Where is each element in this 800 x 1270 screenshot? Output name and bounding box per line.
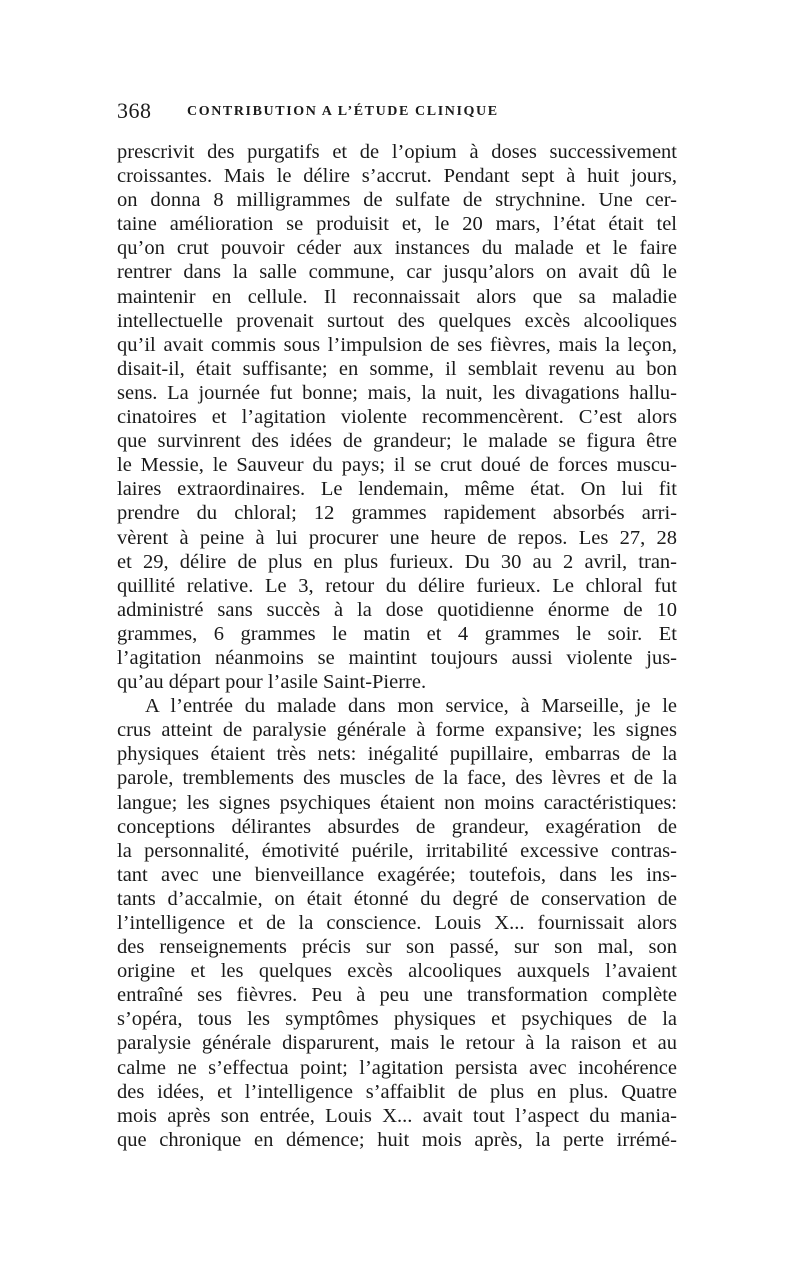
text-line: conceptions délirantes absurdes de grandeur, exagération de: [117, 815, 677, 838]
text-line: que survinrent des idées de grandeur; le malade se figura être: [117, 430, 677, 453]
text-line: l’agitation néanmoins se maintint toujours aussi violente jus-: [117, 646, 677, 669]
text-line: et 29, délire de plus en plus furieux. Du 30 au 2 avril, tran-: [117, 550, 677, 573]
text-line: administré sans succès à la dose quotidienne énorme de 10: [117, 598, 677, 621]
text-line: calme ne s’effectua point; l’agitation persista avec incohérence: [117, 1056, 677, 1079]
text-line: entraîné ses fièvres. Peu à peu une transformation complète: [117, 984, 677, 1007]
text-line: la personnalité, émotivité puérile, irritabilité excessive contras-: [117, 839, 677, 862]
text-line: le Messie, le Sauveur du pays; il se crut doué de forces muscu-: [117, 454, 677, 477]
text-line: qu’il avait commis sous l’impulsion de ses fièvres, mais la leçon,: [117, 333, 677, 356]
text-line: intellectuelle provenait surtout des quelques excès alcooliques: [117, 309, 677, 332]
text-line: crus atteint de paralysie générale à forme expansive; les signes: [117, 719, 677, 742]
text-line: prendre du chloral; 12 grammes rapidement absorbés arri-: [117, 502, 677, 525]
text-line: A l’entrée du malade dans mon service, à Marseille, je le: [145, 695, 677, 718]
page-header: [117, 98, 677, 128]
text-line: vèrent à peine à lui procurer une heure de repos. Les 27, 28: [117, 526, 677, 549]
text-line: cinatoires et l’agitation violente recommencèrent. C’est alors: [117, 406, 677, 429]
text-line: que chronique en démence; huit mois après, la perte irrémé-: [117, 1128, 677, 1151]
text-line: physiques étaient très nets: inégalité pupillaire, embarras de la: [117, 743, 677, 766]
text-line: tant avec une bienveillance exagérée; toutefois, dans les ins-: [117, 863, 677, 886]
text-line: maintenir en cellule. Il reconnaissait alors que sa maladie: [117, 285, 677, 308]
text-line: prescrivit des purgatifs et de l’opium à doses successivement: [117, 141, 677, 163]
running-title: CONTRIBUTION A L’ÉTUDE CLINIQUE: [187, 104, 499, 119]
text-line: on donna 8 milligrammes de sulfate de strychnine. Une cer-: [117, 189, 677, 212]
text-line: quillité relative. Le 3, retour du délire furieux. Le chloral fut: [117, 574, 677, 597]
text-line: s’opéra, tous les symptômes physiques et psychiques de la: [117, 1008, 677, 1031]
text-line: laires extraordinaires. Le lendemain, même état. On lui fit: [117, 478, 677, 501]
text-line: des renseignements précis sur son passé, sur son mal, son: [117, 936, 677, 959]
text-line: qu’on crut pouvoir céder aux instances du malade et le faire: [117, 237, 677, 260]
text-line: des idées, et l’intelligence s’affaiblit de plus en plus. Quatre: [117, 1080, 677, 1103]
text-line: langue; les signes psychiques étaient non moins caractéristiques:: [117, 791, 677, 814]
text-line: origine et les quelques excès alcooliques auxquels l’avaient: [117, 960, 677, 983]
text-line: paralysie générale disparurent, mais le retour à la raison et au: [117, 1032, 677, 1055]
text-line: grammes, 6 grammes le matin et 4 grammes le soir. Et: [117, 622, 677, 645]
text-line: parole, tremblements des muscles de la face, des lèvres et de la: [117, 767, 677, 790]
body-text: [117, 140, 677, 1152]
text-line: rentrer dans la salle commune, car jusqu’alors on avait dû le: [117, 261, 677, 284]
text-line: tants d’accalmie, on était étonné du degré de conservation de: [117, 887, 677, 910]
text-line: qu’au départ pour l’asile Saint-Pierre.: [117, 671, 427, 694]
text-line: l’intelligence et de la conscience. Louis X... fournissait alors: [117, 912, 677, 934]
text-line: taine amélioration se produisit et, le 20 mars, l’état était tel: [117, 213, 677, 236]
text-line: mois après son entrée, Louis X... avait tout l’aspect du mania-: [117, 1104, 677, 1127]
page-number: 368: [117, 98, 152, 123]
text-line: disait-il, était suffisante; en somme, il semblait revenu au bon: [117, 357, 677, 380]
text-line: sens. La journée fut bonne; mais, la nuit, les divagations hallu-: [117, 381, 677, 404]
text-line: croissantes. Mais le délire s’accrut. Pendant sept à huit jours,: [117, 165, 677, 188]
